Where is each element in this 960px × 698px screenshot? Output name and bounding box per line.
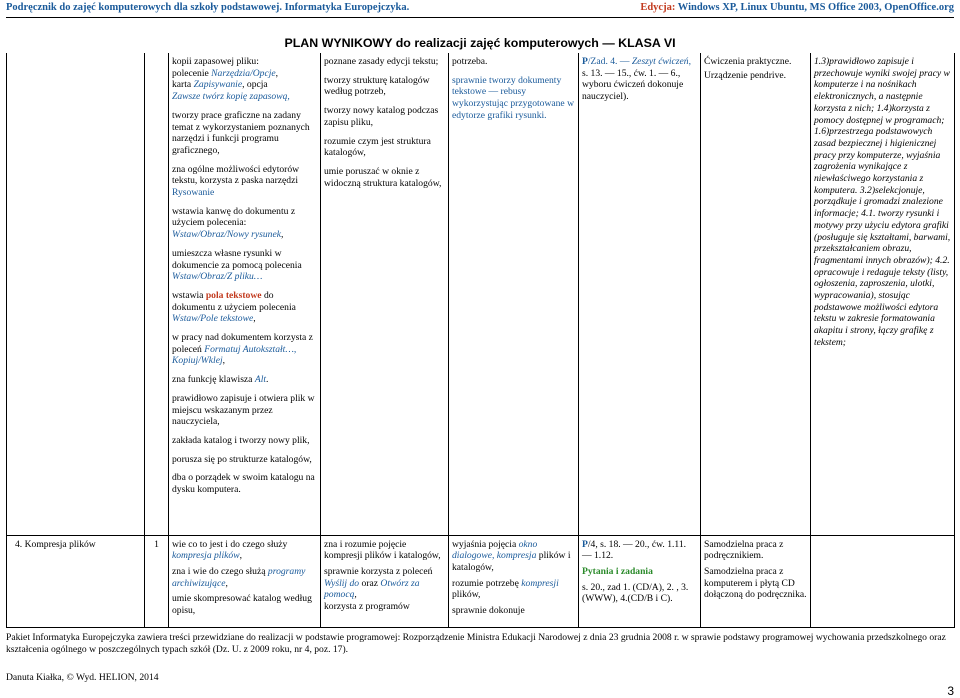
table-row <box>7 53 955 535</box>
req-format: w pracy nad dokumentem korzysta z poleceń Formatuj Autokształt…, Kopiuj/Wklej, <box>172 332 313 367</box>
header-rule <box>6 17 954 18</box>
page-number: 3 <box>947 684 954 698</box>
req-editors: zna ogólne możliwości edytorów tekstu, korzysta z paska narzędzi Rysowanie <box>172 163 300 199</box>
cell-compression-materials: P/4, s. 18. — 20., ćw. 1.11. — 1.12. Pytania i zadania s. 20., zad 1. (CD/A), 2. , 3. (WWW), 4.(CD/B i C). <box>579 535 701 627</box>
footnote: Pakiet Informatyka Europejczyka zawiera treści przewidziane do realizacji w podstawie programowej: Rozporządzenie Ministra Edukacji Narodowej z dnia 23 grudnia 2008 r. w sprawie podstawy programowej wychowania przedszkolnego oraz kształcenia ogólnego w poszczególnych typach szkół (Dz. U. z 2009 roku, nr 4, poz. 17). <box>6 632 946 655</box>
req-images: umieszcza własne rysunki w dokumencie za pomocą polecenia Wstaw/Obraz/Z pliku… <box>172 247 302 283</box>
cell-requirements-full: potrzeba. sprawnie tworzy dokumenty tekstowe — rebusy wykorzystując przygotowane w edytorze grafiki rysunki. <box>449 53 579 535</box>
cell-requirements-basic <box>169 53 321 535</box>
running-header <box>6 2 954 16</box>
header-edition <box>640 2 954 15</box>
table-row <box>7 535 955 627</box>
cell-compression-methods: Samodzielna praca z podręcznikiem. Samodzielna praca z komputerem i płytą CD dołączoną do podręcznika. <box>701 535 811 627</box>
cell-curriculum: 1.3)prawidłowo zapisuje i przechowuje wyniki swojej pracy w komputerze i na nośnikach elektronicznych, a następnie korzysta z nich; 1.4)korzysta z pomocy dostępnej w programach; 1.6)przestrzega podstawowych zasad bezpiecznej i higienicznej pracy przy komputerze, wyjaśnia zagrożenia wynikające z niewłaściwego korzystania z komputera. 3.2)selekcjonuje, porządkuje i gromadzi znalezione informacje; 4.1. tworzy rysunki i motywy przy użyciu edytora grafiki (posługuje się kształtami, barwami, przekształcaniem obrazu, fragmentami innych obrazów); 4.2. opracowuje i redaguje teksty (listy, ogłoszenia, zaproszenia, ulotki, wypracowania), stosując podstawowe możliwości edytora tekstu w zakresie formatowania akapitu i strony, łączy grafikę z tekstem; <box>811 53 955 535</box>
cell-compression-extended: zna i rozumie pojęcie kompresji plików i katalogów, sprawnie korzysta z poleceń Wyślij do oraz Otwórz za pomocą, korzysta z programów <box>321 535 449 627</box>
header-edition-label: Edycja: <box>640 2 676 13</box>
req-save: prawidłowo zapisuje i otwiera plik w miejscu wskazanym przez nauczyciela, <box>172 392 315 428</box>
header-edition-value: Windows XP, Linux Ubuntu, MS Office 2003, OpenOffice.org <box>675 2 954 13</box>
cell-topic <box>7 53 145 535</box>
cell-methods: Ćwiczenia praktyczne. Urządzenie pendrive. <box>701 53 811 535</box>
header-book-title: Podręcznik do zajęć komputerowych dla szkoły podstawowej. Informatyka Europejczyka. <box>6 2 410 13</box>
req-folder: zakłada katalog i tworzy nowy plik, <box>172 434 310 446</box>
req-textbox: wstawia pola tekstowe do dokumentu z użyciem polecenia Wstaw/Pole tekstowe, <box>172 289 296 325</box>
req-backup: kopii zapasowej pliku: polecenie Narzędzia/Opcje, karta Zapisywanie, opcja Zawsze twórz kopię zapasową, <box>172 56 290 103</box>
cell-materials: P/Zad. 4. — Zeszyt ćwiczeń, s. 13. — 15., ćw. 1. — 6., wyboru ćwiczeń dokonuje nauczyciel). <box>579 53 701 535</box>
author-credit: Danuta Kiałka, © Wyd. HELION, 2014 <box>6 672 159 683</box>
req-structure: porusza się po strukturze katalogów, <box>172 453 312 465</box>
req-canvas: wstawia kanwę do dokumentu z użyciem polecenia: Wstaw/Obraz/Nowy rysunek, <box>172 205 296 241</box>
page-title: PLAN WYNIKOWY do realizacji zajęć komputerowych — KLASA VI <box>284 36 676 50</box>
req-alt: zna funkcję klawisza Alt. <box>172 374 269 386</box>
cell-compression-curriculum <box>811 535 955 627</box>
cell-compression-full: wyjaśnia pojęcia okno dialogowe, kompresja plików i katalogów, rozumie potrzebę kompresji plików, sprawnie dokonuje <box>449 535 579 627</box>
cell-hours-compression: 1 <box>145 535 169 627</box>
cell-compression-basic: wie co to jest i do czego służy kompresja plików, zna i wie do czego służą programy archiwizujące, umie skompresować katalog według opisu, <box>169 535 321 627</box>
cell-hours <box>145 53 169 535</box>
req-order: dba o porządek w swoim katalogu na dysku komputera. <box>172 472 315 496</box>
cell-requirements-extended: poznane zasady edycji tekstu; tworzy strukturę katalogów według potrzeb, tworzy nowy katalog podczas zapisu pliku, rozumie czym jest struktura katalogów, umie poruszać w oknie z widoczną struktura katalogów, <box>321 53 449 535</box>
req-graphics: tworzy prace graficzne na zadany temat z wykorzystaniem poznanych narzędzi i funkcji programu graficznego, <box>172 109 310 156</box>
cell-topic-compression: 4. Kompresja plików <box>7 535 145 627</box>
plan-table <box>6 53 955 628</box>
